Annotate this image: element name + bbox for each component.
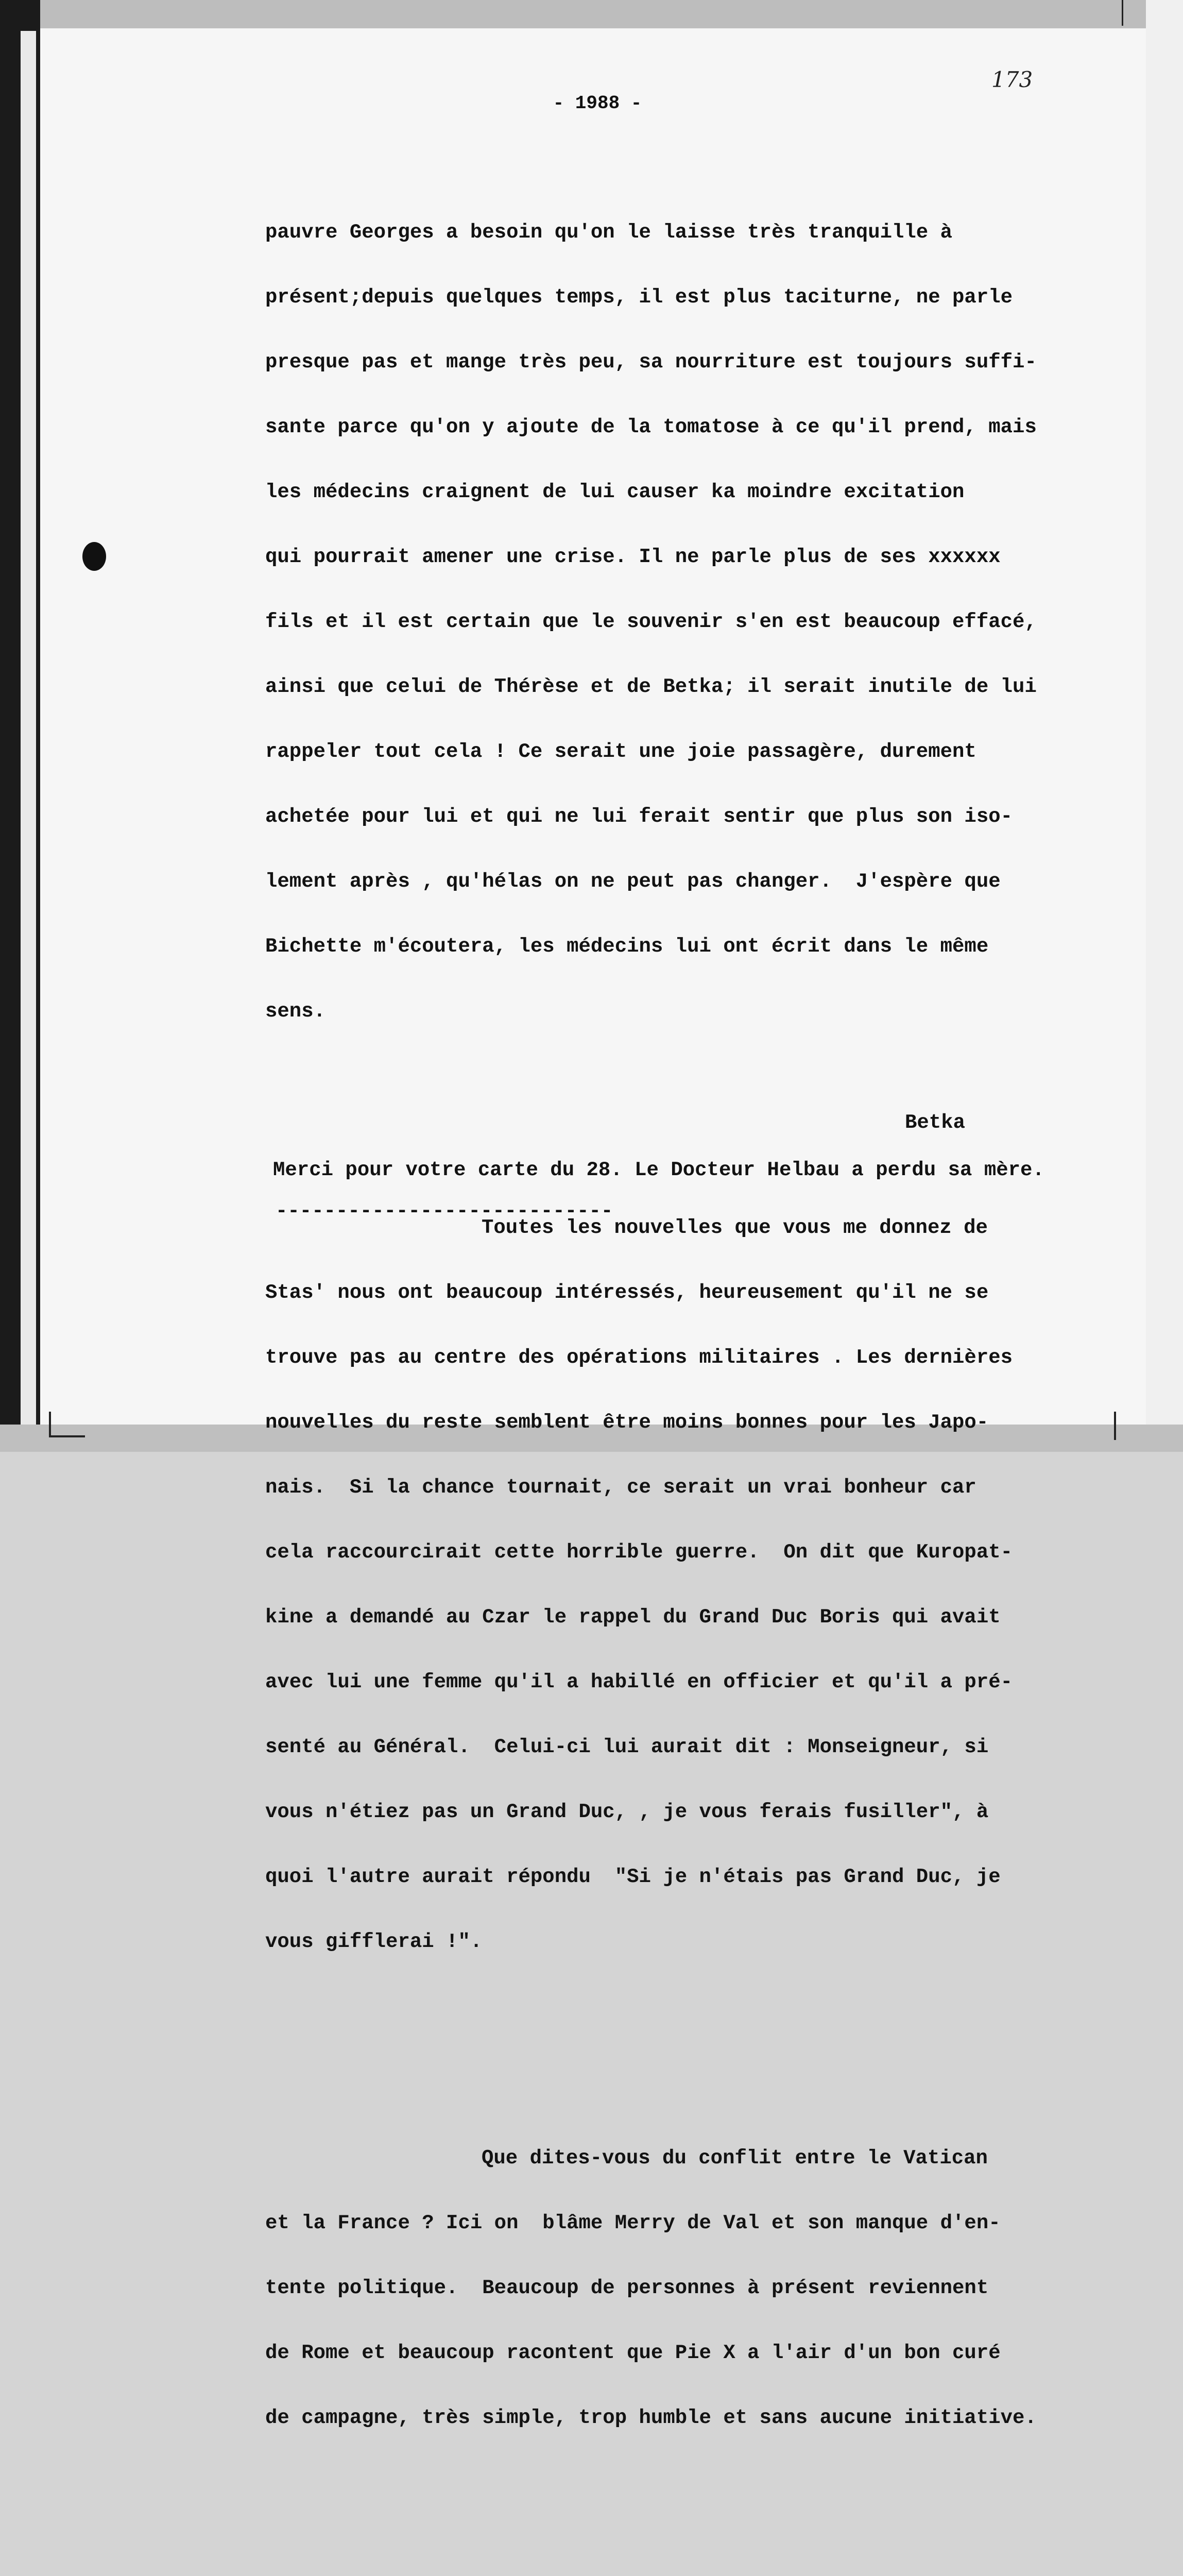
scan-crop-mark — [1122, 0, 1123, 26]
text-line: quoi l'autre aurait répondu "Si je n'étais pas Grand Duc, je — [265, 1866, 1001, 1888]
text-line: kine a demandé au Czar le rappel du Grand Duc Boris qui avait — [265, 1606, 1001, 1629]
text-line: Stas' nous ont beaucoup intéressés, heureusement qu'il ne se — [265, 1281, 989, 1304]
crop-mark-left — [49, 1412, 51, 1437]
text-line: pauvre Georges a besoin qu'on le laisse très tranquille à — [265, 221, 953, 244]
text-line: qui pourrait amener une crise. Il ne parle plus de ses xxxxxx — [265, 546, 1001, 568]
text-line: trouve pas au centre des opérations militaires . Les dernières — [265, 1346, 1013, 1369]
signature: Betka — [905, 1111, 966, 1134]
text-line: cela raccourcirait cette horrible guerre. On dit que Kuropat- — [265, 1541, 1013, 1564]
separator-line: ---------------------------- — [276, 1200, 613, 1222]
text-line: lement après , qu'hélas on ne peut pas changer. J'espère que — [265, 870, 1001, 893]
text-line: achetée pour lui et qui ne lui ferait sentir que plus son iso- — [265, 805, 1013, 828]
text-line: sens. — [265, 1000, 326, 1023]
scan-right-edge — [1146, 0, 1183, 1452]
text-line: nouvelles du reste semblent être moins bonnes pour les Japo- — [265, 1411, 989, 1434]
text-line: les médecins craignent de lui causer ka moindre excitation — [265, 481, 965, 503]
text-line: de campagne, très simple, trop humble et sans aucune initiative. — [265, 2406, 1037, 2429]
text-line: presque pas et mange très peu, sa nourriture est toujours suffi- — [265, 351, 1037, 374]
crop-mark-right — [1114, 1412, 1116, 1440]
text-line: avec lui une femme qu'il a habillé en officier et qu'il a pré- — [265, 1671, 1013, 1693]
page-number: - 1988 - — [553, 93, 642, 114]
text-line: vous gifflerai !". — [265, 1930, 483, 1953]
text-line: vous n'étiez pas un Grand Duc, , je vous ferais fusiller", à — [265, 1801, 989, 1823]
letter-body — [265, 135, 1100, 2576]
text-line: nais. Si la chance tournait, ce serait un vrai bonheur car — [265, 1476, 976, 1499]
paragraph — [265, 178, 1100, 1065]
text-line: présent;depuis quelques temps, il est plus taciturne, ne parle — [265, 286, 1013, 309]
scan-left-strip — [21, 31, 36, 1443]
text-line: Bichette m'écoutera, les médecins lui ont écrit dans le même — [265, 935, 989, 958]
text-line: fils et il est certain que le souvenir s'en est beaucoup effacé, — [265, 611, 1037, 633]
text-line: sante parce qu'on y ajoute de la tomatose à ce qu'il prend, mais — [265, 416, 1037, 438]
text-line: rappeler tout cela ! Ce serait une joie passagère, durement — [265, 740, 976, 763]
text-line: et la France ? Ici on blâme Merry de Val et son manque d'en- — [265, 2212, 1001, 2234]
text-line: Que dites-vous du conflit entre le Vatican — [482, 2147, 988, 2170]
punch-hole — [82, 542, 106, 571]
text-line: ainsi que celui de Thérèse et de Betka; il serait inutile de lui — [265, 675, 1037, 698]
handwritten-folio-number: 173 — [991, 67, 1033, 92]
postscript: Merci pour votre carte du 28. Le Docteur Helbau a perdu sa mère. — [273, 1159, 1044, 1181]
paragraph — [265, 1174, 1100, 1996]
scan-top-edge — [0, 0, 1183, 28]
paragraph — [265, 2104, 1100, 2472]
text-line: senté au Général. Celui-ci lui aurait dit : Monseigneur, si — [265, 1736, 989, 1758]
crop-mark-left-foot — [49, 1435, 85, 1437]
text-line: de Rome et beaucoup racontent que Pie X a l'air d'un bon curé — [265, 2342, 1001, 2364]
text-line: Toutes les nouvelles que vous me donnez de — [482, 1216, 988, 1239]
text-line: tente politique. Beaucoup de personnes à présent reviennent — [265, 2277, 989, 2299]
